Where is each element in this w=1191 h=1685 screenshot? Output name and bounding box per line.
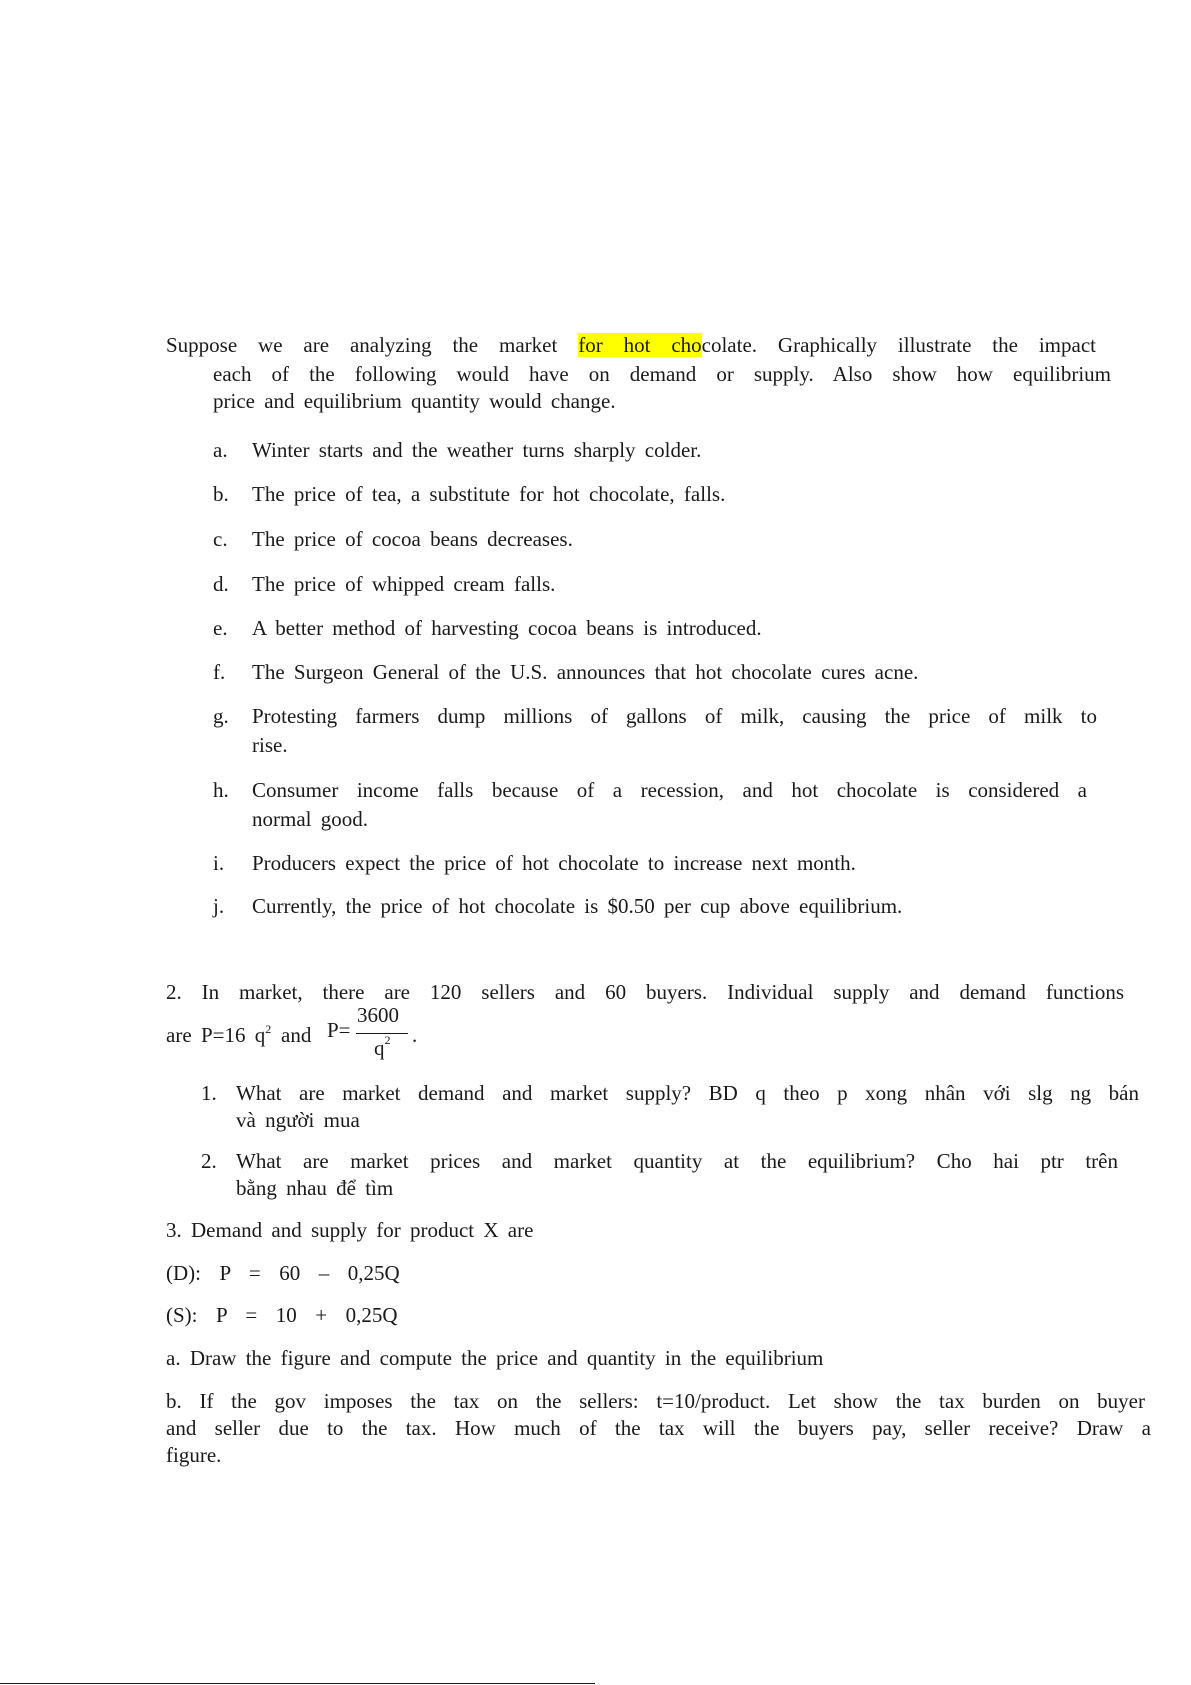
q1-intro-line-1: Suppose we are analyzing the market for hot chocolate. Graphically illustrate the impact [166,333,1096,357]
item-text: Producers expect the price of hot chocolate to increase next month. [252,851,856,875]
item-text: The Surgeon General of the U.S. announces that hot chocolate cures acne. [252,660,919,684]
item-text: Protesting farmers dump millions of gallons of milk, causing the price of milk to [252,704,1097,728]
item-text: The price of cocoa beans decreases. [252,527,573,551]
item-marker: f. [213,660,226,684]
sub-text-cont: bằng nhau để tìm [236,1176,394,1200]
q1-intro-line-3: price and equilibrium quantity would change. [213,389,616,413]
demand-equation: (D): P = 60 – 0,25Q [166,1261,400,1285]
exponent: 2 [384,1033,391,1047]
demand-function-lhs: P= [327,1018,351,1042]
fraction-numerator: 3600 [357,1003,399,1027]
item-text: The price of tea, a substitute for hot chocolate, falls. [252,482,726,506]
sub-marker: 1. [201,1081,217,1105]
sub-marker: 2. [201,1149,217,1173]
item-marker: h. [213,778,229,802]
supply-equation: (S): P = 10 + 0,25Q [166,1303,398,1327]
period: . [412,1023,418,1047]
item-marker: a. [213,438,228,462]
item-text: The price of whipped cream falls. [252,572,556,596]
q2-and: and [281,1023,312,1047]
q1-intro-line-2: each of the following would have on demand or supply. Also show how equilibrium [213,362,1111,386]
item-text: Currently, the price of hot chocolate is $0.50 per cup above equilibrium. [252,894,903,918]
footer-rule [0,1683,595,1684]
item-marker: g. [213,704,229,728]
fraction-denominator: $q^2$ [374,1033,391,1060]
item-marker: e. [213,616,228,640]
item-marker: c. [213,527,228,551]
item-text-cont: rise. [252,733,288,757]
item-text-cont: normal good. [252,807,368,831]
item-text: Winter starts and the weather turns sharply colder. [252,438,702,462]
q3-intro: 3. Demand and supply for product X are [166,1218,534,1242]
item-marker: b. [213,482,229,506]
q3-part-a: a. Draw the figure and compute the price and quantity in the equilibrium [166,1346,824,1370]
q3-part-b-line-2: and seller due to the tax. How much of the tax will the buyers pay, seller receive? Draw a [166,1416,1151,1440]
q3-part-b-line-1: b. If the gov imposes the tax on the sellers: t=10/product. Let show the tax burden on buyer [166,1389,1145,1413]
item-marker: d. [213,572,229,596]
item-marker: i. [213,851,225,875]
q3-part-b-line-3: figure. [166,1443,222,1467]
sub-text: What are market demand and market supply? BD q theo p xong nhân với slg ng bán [236,1081,1139,1105]
item-text: A better method of harvesting cocoa beans is introduced. [252,616,762,640]
item-marker: j. [213,894,225,918]
highlighted-text: for hot cho [578,333,702,357]
item-text: Consumer income falls because of a recession, and hot chocolate is considered a [252,778,1087,802]
q2-are: are [166,1023,192,1047]
supply-function: P=16 $q^2$ [201,1022,272,1047]
exponent: 2 [265,1022,272,1036]
sub-text-cont: và người mua [236,1108,360,1132]
q2-line-1: 2. In market, there are 120 sellers and 60 buyers. Individual supply and demand functions [166,980,1124,1004]
sub-text: What are market prices and market quantity at the equilibrium? Cho hai ptr trên [236,1149,1118,1173]
